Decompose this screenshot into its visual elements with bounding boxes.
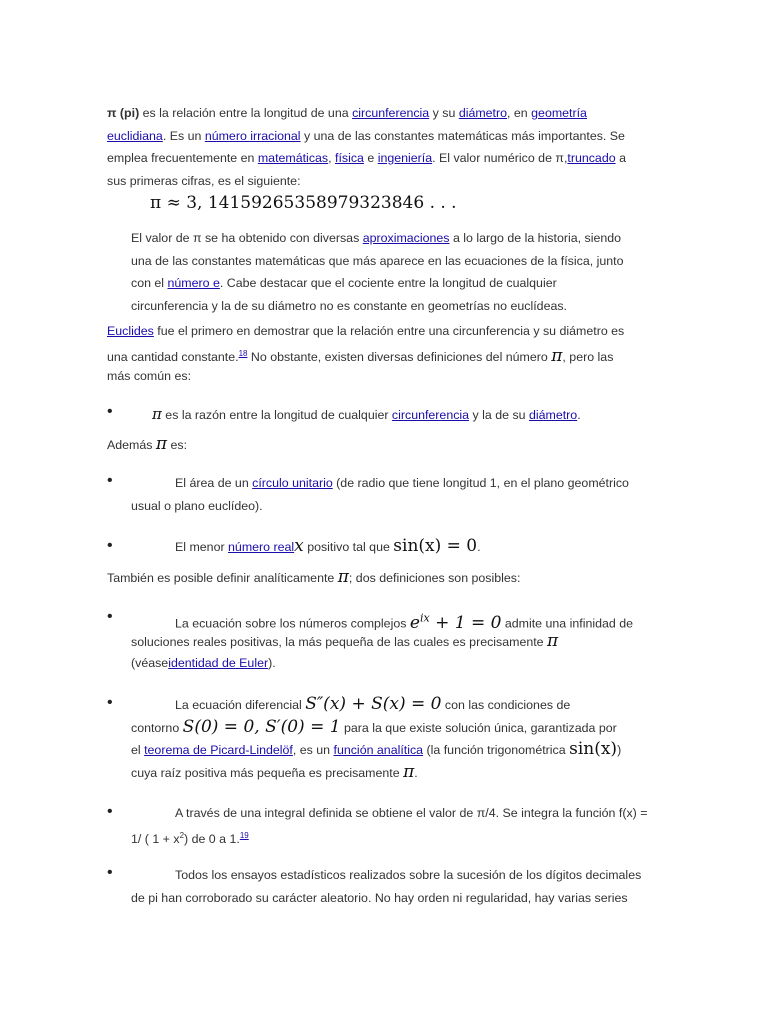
text: es: — [167, 438, 188, 452]
text: . Es un — [162, 128, 205, 143]
link-identidad-de-euler[interactable]: identidad de Euler — [168, 656, 269, 670]
text: el — [131, 743, 145, 757]
bullet-randomness — [131, 864, 671, 909]
text: sus primeras cifras, es el siguiente: — [107, 173, 301, 188]
variable-x: x — [294, 536, 304, 556]
intro-paragraph — [107, 102, 667, 192]
text: No obstante, existen diversas definiciones del número — [247, 349, 552, 364]
bullet-differential-equation — [131, 693, 671, 783]
text: ) — [617, 743, 622, 757]
bullet-marker: • — [107, 537, 113, 554]
text: La ecuación sobre los números complejos — [175, 616, 410, 631]
euclides-paragraph — [107, 320, 667, 388]
text: y una de las constantes matemáticas más importantes. Se — [300, 128, 625, 143]
link-geometria-euclidiana[interactable]: geometría — [531, 106, 587, 120]
pi-term: π (pi) — [107, 106, 140, 120]
pi-symbol: π — [547, 630, 559, 651]
text: ). — [268, 656, 276, 670]
pi-value-formula: π ≈ 3, 14159265358979323846 . . . — [150, 193, 457, 213]
pi-symbol: π — [155, 434, 168, 454]
text: También es posible definir analíticamente — [107, 571, 338, 585]
text: Todos los ensayos estadísticos realizados sobre la sucesión de los dígitos decimales — [175, 868, 642, 882]
bullet-marker: • — [107, 608, 113, 625]
text: . — [577, 408, 581, 422]
bullet-marker: • — [107, 864, 113, 881]
ademas-line — [107, 433, 667, 456]
text: . El valor numérico de π, — [432, 151, 568, 165]
text: con las condiciones de — [441, 698, 571, 712]
text: una de las constantes matemáticas que más aparece en las ecuaciones de la física, junto — [131, 253, 624, 268]
pi-symbol: π — [403, 761, 415, 782]
bullet-marker: • — [107, 472, 113, 489]
bullet-marker: • — [107, 803, 113, 820]
exponent: 2 — [179, 830, 185, 840]
euler-base: e — [409, 612, 420, 633]
text: 1/ ( 1 + x — [131, 831, 180, 846]
text: emplea frecuentemente en — [107, 151, 258, 165]
reference-19[interactable]: 19 — [239, 830, 249, 840]
link-aproximaciones[interactable]: aproximaciones — [362, 231, 450, 245]
reference-18[interactable]: 18 — [238, 348, 248, 358]
bullet-marker: • — [107, 694, 113, 711]
pi-symbol: π — [337, 567, 349, 587]
text: La ecuación diferencial — [175, 698, 306, 712]
text: Además — [107, 438, 156, 452]
text: circunferencia y la de su diámetro no es constante en geometrías no euclídeas. — [131, 298, 567, 313]
link-circunferencia[interactable]: circunferencia — [352, 106, 430, 120]
text: e — [363, 151, 378, 165]
link-funcion-analitica[interactable]: función analítica — [333, 743, 424, 757]
text: para la que existe solución única, garantizada por — [340, 720, 617, 735]
text: (de radio que tiene longitud 1, en el plano geométrico — [332, 476, 629, 490]
text: es la razón entre la longitud de cualquier — [161, 408, 392, 422]
approximations-paragraph — [131, 227, 671, 317]
link-fisica[interactable]: física — [335, 151, 364, 165]
text: y la de su — [469, 408, 529, 422]
link-teorema-picard-lindelof[interactable]: teorema de Picard-Lindelöf — [144, 743, 293, 757]
text: El valor de π se ha obtenido con diversas — [131, 231, 363, 245]
text: más común es: — [107, 369, 192, 383]
text: contorno — [131, 720, 183, 735]
text: admite una infinidad de — [501, 616, 633, 631]
link-circunferencia-2[interactable]: circunferencia — [391, 408, 470, 422]
link-matematicas[interactable]: matemáticas — [257, 151, 329, 165]
link-diametro[interactable]: diámetro — [458, 106, 508, 120]
text: , en — [507, 106, 532, 120]
sin-function: sin(x) — [569, 739, 618, 759]
text: . — [477, 540, 481, 554]
euler-rest: + 1 = 0 — [429, 612, 502, 633]
text: usual o plano euclídeo). — [131, 498, 263, 513]
text: , pero las — [562, 349, 614, 364]
link-numero-irracional[interactable]: número irracional — [204, 128, 301, 143]
differential-equation: S″(x) + S(x) = 0 — [305, 694, 442, 714]
link-geometria-euclidiana-cont[interactable]: euclidiana — [107, 128, 163, 143]
text: positivo tal que — [303, 540, 394, 554]
bullet-ratio-definition — [152, 403, 692, 426]
text: y su — [429, 106, 459, 120]
text: a lo largo de la historia, siendo — [449, 231, 622, 245]
text: El área de un — [175, 476, 253, 490]
link-ingenieria[interactable]: ingeniería — [377, 151, 433, 165]
text: (véase — [131, 656, 169, 670]
text: (la función trigonométrica — [423, 743, 570, 757]
text: A través de una integral definida se obtiene el valor de π/4. Se integra la función f(x) = — [175, 806, 648, 820]
link-euclides[interactable]: Euclides — [107, 324, 154, 338]
analytic-definitions-paragraph — [107, 566, 667, 589]
text: soluciones reales positivas, la más pequeña de las cuales es precisamente — [131, 634, 548, 649]
bullet-complex-equation — [131, 607, 671, 675]
text: ) de 0 a 1. — [184, 831, 240, 846]
bullet-marker: • — [107, 403, 113, 420]
bullet-unit-circle — [131, 472, 671, 517]
link-numero-real[interactable]: número real — [228, 540, 295, 554]
text: fue el primero en demostrar que la relación entre una circunferencia y su diámetro es — [153, 324, 625, 338]
pi-symbol: π — [551, 345, 563, 366]
link-truncado[interactable]: truncado — [567, 151, 616, 165]
euler-exponent: ix — [419, 611, 430, 624]
bullet-integral — [131, 802, 671, 847]
boundary-conditions: S(0) = 0, S′(0) = 1 — [182, 716, 341, 737]
sin-equation: sin(x) = 0 — [393, 536, 478, 556]
bullet-smallest-real — [131, 535, 671, 558]
link-diametro-2[interactable]: diámetro — [528, 408, 578, 422]
text: de pi han corroborado su carácter aleatorio. No hay orden ni regularidad, hay varias series — [131, 890, 628, 905]
link-numero-e[interactable]: número e — [167, 276, 220, 290]
text: El menor — [175, 540, 229, 554]
text: , es un — [292, 743, 334, 757]
text: es la relación entre la longitud de una — [139, 106, 353, 120]
text: una cantidad constante. — [107, 349, 239, 364]
link-circulo-unitario[interactable]: círculo unitario — [252, 476, 333, 490]
text: , — [328, 151, 335, 165]
text: ; dos definiciones son posibles: — [348, 571, 521, 585]
text: con el — [131, 276, 168, 290]
text: a — [615, 151, 626, 165]
text: . — [414, 765, 418, 780]
pi-symbol: π — [152, 405, 162, 423]
text: cuya raíz positiva más pequeña es precisamente — [131, 765, 404, 780]
text: . Cabe destacar que el cociente entre la longitud de cualquier — [219, 276, 557, 290]
